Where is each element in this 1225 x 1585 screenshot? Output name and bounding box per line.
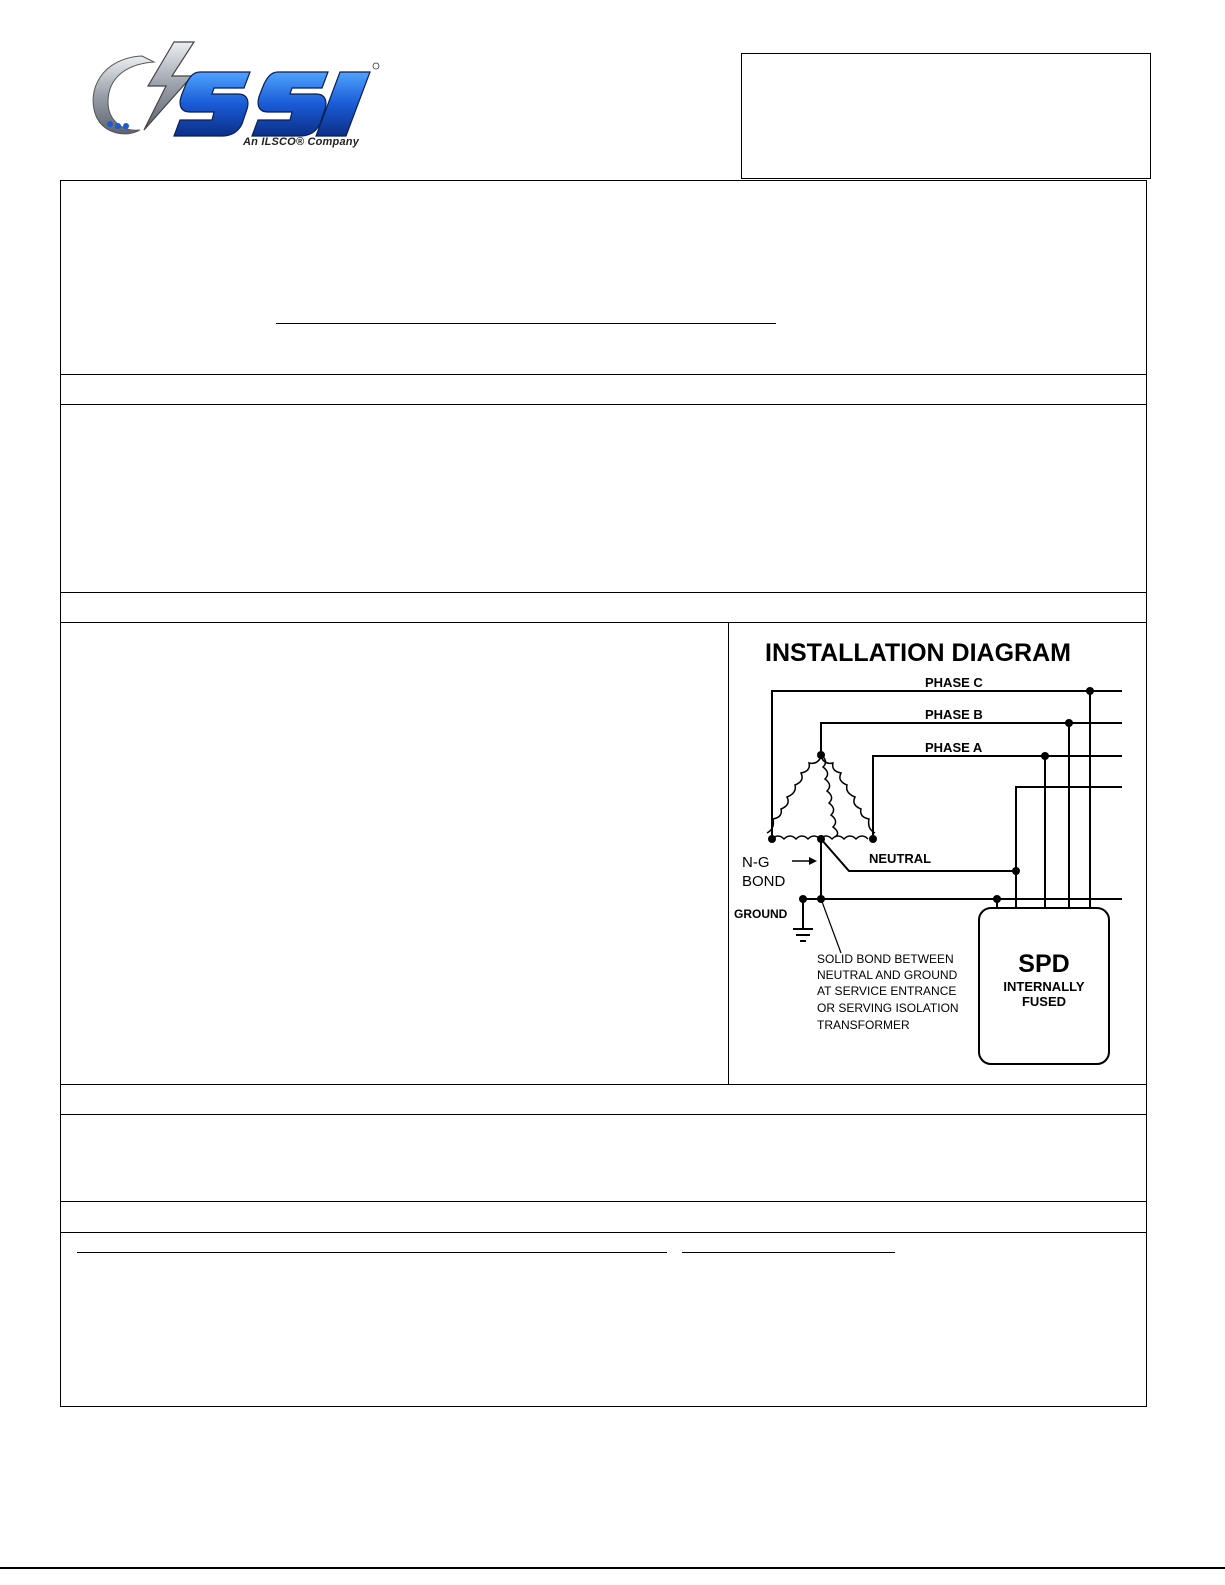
junction-dot	[869, 835, 877, 843]
label-phase-b: PHASE B	[925, 707, 983, 722]
transformer-coil	[821, 755, 838, 837]
label-ng: N-G	[742, 854, 770, 871]
junction-dot	[1012, 867, 1020, 875]
label-neutral: NEUTRAL	[869, 851, 932, 866]
label-phase-a: PHASE A	[925, 740, 983, 755]
note-line: OR SERVING ISOLATION	[817, 1001, 959, 1015]
junction-dot	[993, 895, 1001, 903]
note-leader	[821, 899, 841, 953]
section-divider	[61, 1114, 1146, 1115]
phase-a-line	[873, 756, 1122, 835]
junction-dot	[1086, 687, 1094, 695]
installation-diagram	[729, 623, 1146, 1083]
label-bond: BOND	[742, 873, 786, 890]
note-line: TRANSFORMER	[817, 1018, 910, 1032]
junction-dot	[1041, 752, 1049, 760]
note-line: AT SERVICE ENTRANCE	[817, 984, 957, 998]
section-divider	[61, 1201, 1146, 1202]
note-line: NEUTRAL AND GROUND	[817, 968, 958, 982]
junction-dot	[1065, 719, 1073, 727]
section-divider	[61, 592, 1146, 593]
section-divider	[61, 1084, 1146, 1085]
spd-title: SPD	[1018, 950, 1070, 978]
spd-subtitle: INTERNALLY	[1003, 979, 1085, 994]
section-divider	[61, 404, 1146, 405]
spd-subtitle: FUSED	[1021, 994, 1067, 1009]
diagram-title: INSTALLATION DIAGRAM	[765, 639, 1071, 667]
footer-rule	[0, 1567, 1225, 1569]
note-line: SOLID BOND BETWEEN	[817, 952, 954, 966]
document-info-box	[741, 53, 1151, 179]
transformer-coil	[767, 757, 821, 833]
company-tagline: An ILSCO® Company	[243, 136, 360, 148]
signature-line[interactable]	[77, 1252, 667, 1253]
section-divider	[61, 1232, 1146, 1233]
label-ground: GROUND	[734, 907, 788, 921]
date-line[interactable]	[682, 1252, 895, 1253]
label-phase-c: PHASE C	[925, 675, 983, 690]
transformer-coil	[821, 757, 875, 833]
section-divider	[61, 374, 1146, 375]
blank-line[interactable]	[276, 323, 776, 324]
